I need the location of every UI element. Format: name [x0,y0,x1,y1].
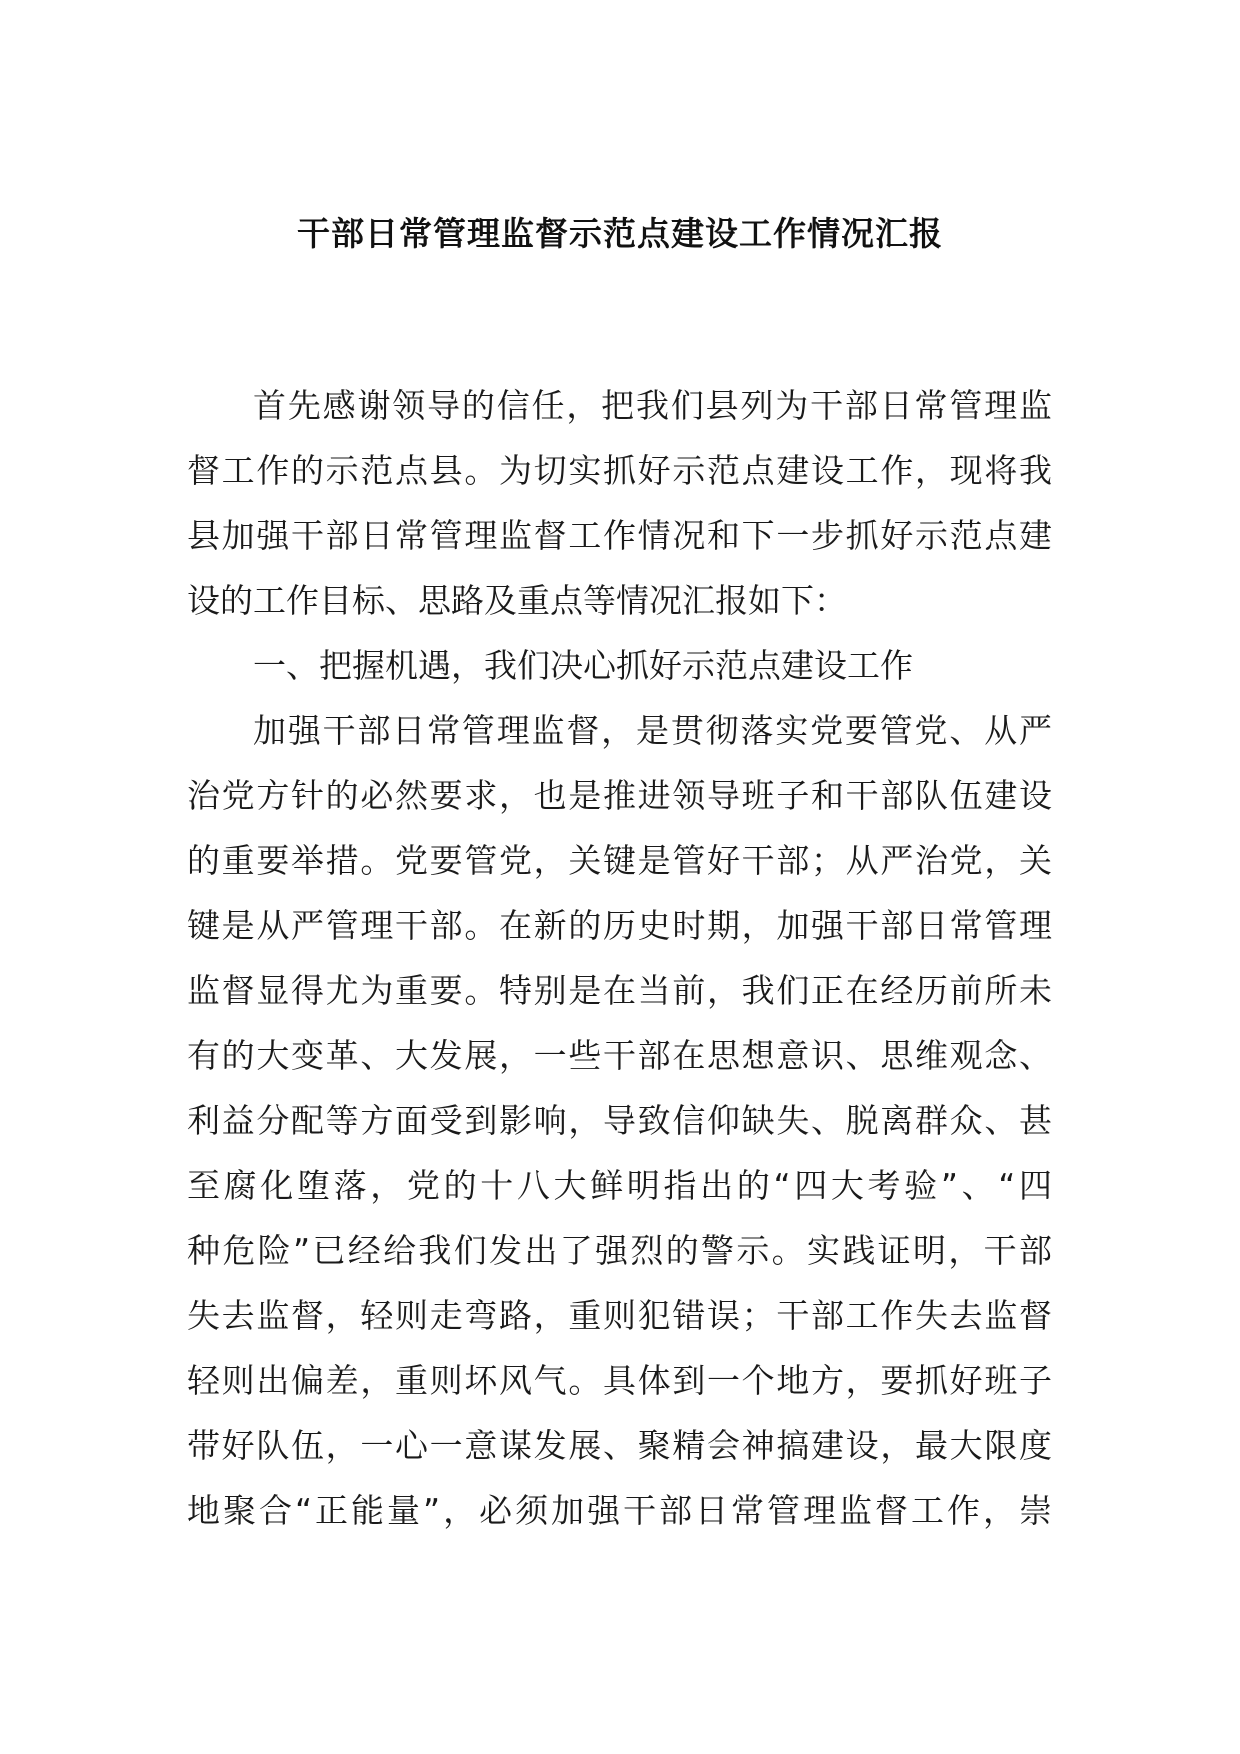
paragraph-line: 轻则出偏差，重则坏风气。具体到一个地方，要抓好班子 [187,1361,1052,1400]
paragraph-line: 治党方针的必然要求，也是推进领导班子和干部队伍建设 [187,776,1052,815]
paragraph-line: 的重要举措。党要管党，关键是管好干部；从严治党，关 [187,841,1052,880]
paragraph-line: 种危险”已经给我们发出了强烈的警示。实践证明，干部 [187,1231,1052,1270]
document-title: 干部日常管理监督示范点建设工作情况汇报 [297,214,943,253]
paragraph-line: 加强干部日常管理监督，是贯彻落实党要管党、从严 [253,711,1052,750]
paragraph-line: 设的工作目标、思路及重点等情况汇报如下： [187,581,847,620]
paragraph-line: 键是从严管理干部。在新的历史时期，加强干部日常管理 [187,906,1052,945]
paragraph-line: 县加强干部日常管理监督工作情况和下一步抓好示范点建 [187,516,1052,555]
paragraph-line: 首先感谢领导的信任，把我们县列为干部日常管理监 [253,386,1052,425]
paragraph-line: 失去监督，轻则走弯路，重则犯错误；干部工作失去监督 [187,1296,1052,1335]
paragraph-line: 带好队伍，一心一意谋发展、聚精会神搞建设，最大限度 [187,1426,1052,1465]
section-heading: 一、把握机遇，我们决心抓好示范点建设工作 [253,646,913,685]
paragraph-line: 督工作的示范点县。为切实抓好示范点建设工作，现将我 [187,451,1052,490]
paragraph-line: 地聚合“正能量”，必须加强干部日常管理监督工作，崇 [187,1491,1052,1530]
paragraph-line: 至腐化堕落，党的十八大鲜明指出的“四大考验”、“四 [187,1166,1052,1205]
paragraph-line: 有的大变革、大发展，一些干部在思想意识、思维观念、 [187,1036,1052,1075]
document-body [187,373,1052,1543]
paragraph-line: 利益分配等方面受到影响，导致信仰缺失、脱离群众、甚 [187,1101,1052,1140]
paragraph-line: 监督显得尤为重要。特别是在当前，我们正在经历前所未 [187,971,1052,1010]
